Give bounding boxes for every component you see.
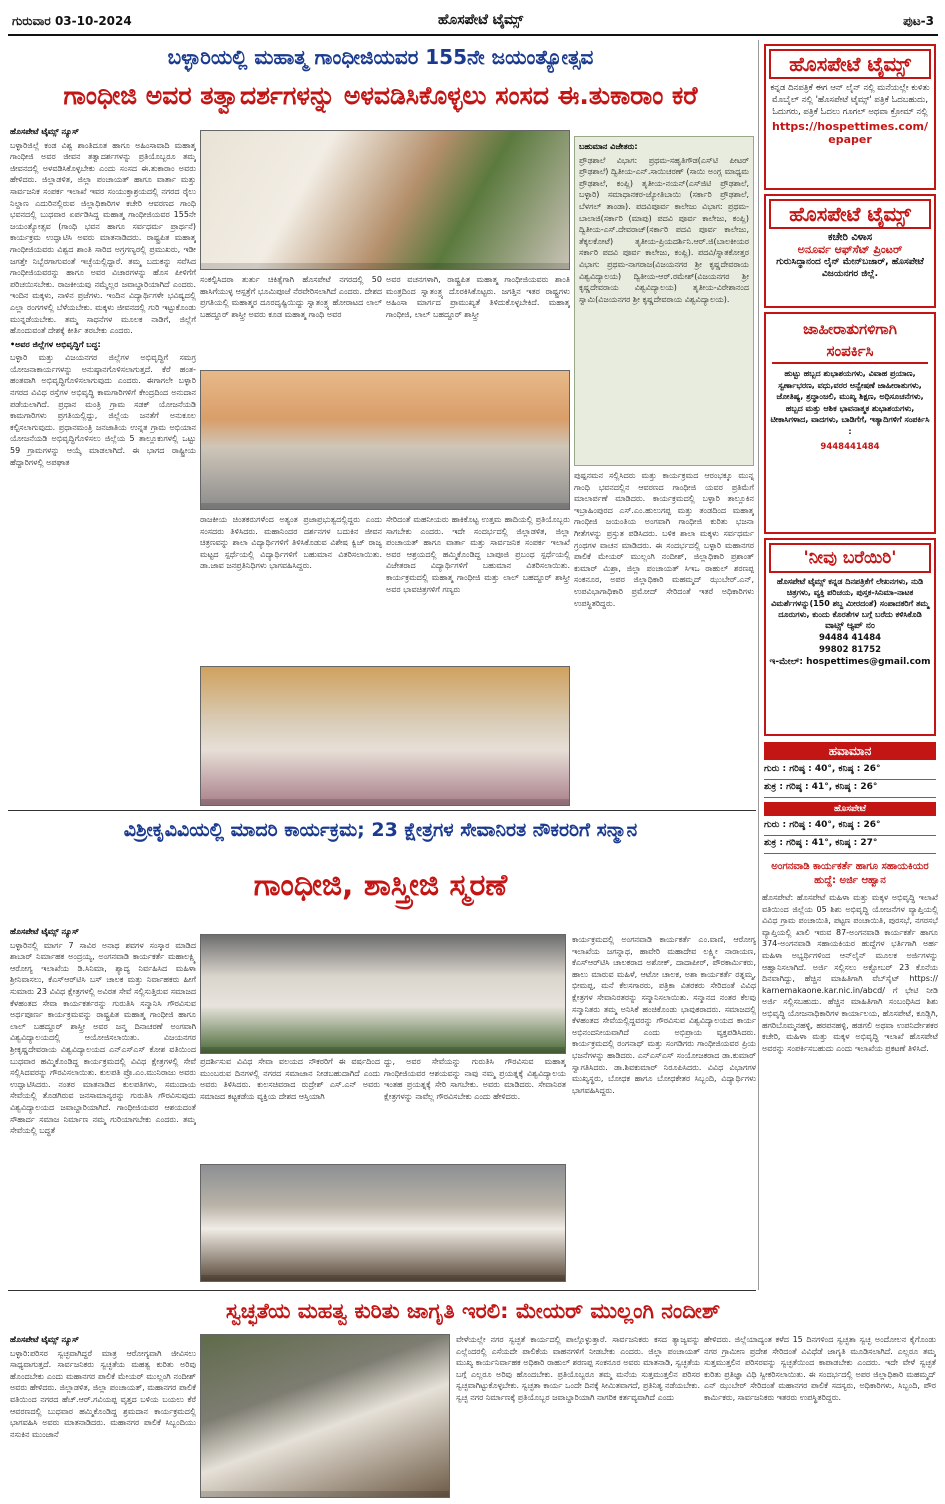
article1-mid-right: ಸೇರಿದಂತೆ ಮಹನೀಯರು ಹಾಕಿಕೊಟ್ಟ ಉತ್ತಮ ಹಾದಿಯಲ್ಲಿ ಪ್ರತಿಯೊಬ್ಬರು ಸಾಗಬೇಕು ಎಂದರು. ಇದೇ ಸಂದರ್ಭದಲ್ಲಿ ಜಿಲ್ಲಾಡಳಿತ, ಜಿಲ್ಲಾ ಪಂಚಾಯತ್ ಹಾಗೂ ವಾರ್ತಾ ಮತ್ತು ಸಾರ್ವಜನಿಕ ಸಂಪರ್ಕ ಇಲಾಖೆ ಅವರ ಆಶ್ರಯದಲ್ಲಿ ಹಮ್ಮಿಕೊಂಡಿದ್ದ ಬಾಪೂಜಿ ಪ್ರಬಂಧ ಸ್ಪರ್ಧೆಯಲ್ಲಿ ವಿಜೇತರಾದ ವಿದ್ಯಾರ್ಥಿಗಳಿಗೆ ಬಹುಮಾನ ವಿತರಿಸಲಾಯಿತು. ಕಾರ್ಯಕ್ರಮದಲ್ಲಿ ಮಹಾತ್ಮ ಗಾಂಧೀಜಿ ಮತ್ತು ಲಾಲ್ ಬಹದ್ದೂರ್ ಶಾಸ್ತ್ರೀ ಅವರ ಭಾವಚಿತ್ರಗಳಿಗೆ ಗಣ್ಯರು	[386, 515, 570, 594]
whatsapp-phone-2[interactable]: 99802 81752	[818, 645, 882, 655]
office-printer: ಅನೂರ್ವ ಆಫ್‌ಸೆಟ್ ಪ್ರಿಂಟರ್	[797, 243, 903, 256]
article1-photo-ceremony	[200, 130, 570, 270]
article1-right-lower: ಪುಷ್ಪನಮನ ಸಲ್ಲಿಸಿದರು ಮತ್ತು ಕಾರ್ಯಕ್ರಮದ ಆರಂಭಕ್ಕೂ ಮುನ್ನ ಗಾಂಧಿ ಭವನದಲ್ಲಿನ ಆವರಣದ ಗಾಂಧೀಜಿ ಯವರ ಪ್ರತಿಮೆಗೆ ಮಾಲಾರ್ಪಣೆ ಮಾಡಿದರು. ಕಾರ್ಯಕ್ರಮದಲ್ಲಿ ಬಳ್ಳಾರಿ ತಾಲ್ಲೂಕಿನ ಇಬ್ರಾಹಿಂಪುರದ ಎಸ್.ಎಂ.ಹುಲುಗಪ್ಪ ಮತ್ತು ತಂಡದಿಂದ ಮಹಾತ್ಮ ಗಾಂಧೀಜಿ ಜಯಂತಿಯ ಅಂಗವಾಗಿ ಗಾಂಧೀಜಿ ಕುರಿತು ಭಜನಾ ಗೀತೆಗಳನ್ನು ಪ್ರಸ್ತುತ ಪಡಿಸಿದರು. ಬಳಿಕ ಶಾಲಾ ಮಕ್ಕಳು ಸರ್ವಧರ್ಮ ಗ್ರಂಥಗಳ ವಾಚನ ಮಾಡಿದರು. ಈ ಸಂದರ್ಭದಲ್ಲಿ ಬಳ್ಳಾರಿ ಮಹಾನಗರ ಪಾಲಿಕೆ ಮೇಯರ್ ಮುಲ್ಲಂಗಿ ನಂದೀಶ್, ಜಿಲ್ಲಾಧಿಕಾರಿ ಪ್ರಶಾಂತ್ ಕುಮಾರ್ ಮಿಶ್ರಾ, ಜಿಲ್ಲಾ ಪಂಚಾಯತ್ ಸಿಇಒ ರಾಹುಲ್ ಶರಣಪ್ಪ ಸಂಕನೂರ, ಅಪರ ಜಿಲ್ಲಾಧಿಕಾರಿ ಮಹಮ್ಮದ್ ಝುಬೇರ್.ಎನ್, ಉಪವಿಭಾಗಾಧಿಕಾರಿ ಪ್ರಮೋದ್ ಸೇರಿದಂತೆ ಇತರೆ ಅಧಿಕಾರಿಗಳು ಉಪಸ್ಥಿತರಿದ್ದರು.	[574, 471, 754, 608]
divider	[8, 810, 756, 811]
article1-caption-a: ಸಂಕಲ್ಪಿಸಿದರಾ ತುರ್ತು ಚಿಕಿತ್ಸೆಗಾಗಿ ಹೊಸಪೇಟೆ ನಗರದಲ್ಲಿ 50 ಹಾಸಿಗೆಯುಳ್ಳ ಆಸ್ಪತ್ರೆಗೆ ಭೂಮಿಪೂಜೆ ನೆರವೇರಿಸಲಾಗಿದೆ ಎಂದರು. ದೇಶದ ಪ್ರಗತಿಯಲ್ಲಿ ಮಹಾತ್ಮರ ದೂರದೃಷ್ಟಿಯಿದ್ದು ಸ್ವಾತಂತ್ರ್ಯ ಹೋರಾಟದ ಲಾಲ್ ಬಹದ್ದೂರ್ ಶಾಸ್ತ್ರೀ ಅವರು ಕೂಡ ಮಹಾತ್ಮ ಗಾಂಧಿ ಅವರ	[200, 275, 382, 319]
masthead-date: ಗುರುವಾರ 03-10-2024	[12, 14, 132, 28]
promo-text: ಕನ್ನಡ ದಿನಪತ್ರಿಕೆ ಈಗ ಆನ್ ಲೈನ್ ನಲ್ಲಿ ಮನೆಯಲ್ಲೇ ಕುಳಿತು ಮೊಬೈಲ್ ನಲ್ಲಿ 'ಹೊಸಪೇಟೆ ಟೈಮ್ಸ್' ಪತ್ರಿಕೆ ಓದಬಹುದು, ಓದುಗರು, ಪತ್ರಿಕೆ ಓದಲು ಗೂಗಲ್ ಅಥವಾ ಕ್ರೋಮ್ ನಲ್ಲಿ	[770, 83, 930, 117]
article1-col1-text: ಬಳ್ಳಾರಿಜಿಲ್ಲೆ ಕಂಡ ವಿಶ್ವ ಶಾಂತಿದೂತ ಹಾಗೂ ಅಹಿಂಸಾವಾದಿ ಮಹಾತ್ಮ ಗಾಂಧೀಜಿ ಅವರ ಜೀವನ ತತ್ವಾದರ್ಶಗಳನ್ನು ಪ್ರತಿಯೊಬ್ಬರೂ ತಮ್ಮ ಜೀವನದಲ್ಲಿ ಅಳವಡಿಸಿಕೊಳ್ಳಬೇಕು ಎಂದು ಸಂಸದ ಈ.ತುಕಾರಾಂ ಅವರು ಹೇಳಿದರು. ಜಿಲ್ಲಾಡಳಿತ, ಜಿಲ್ಲಾ ಪಂಚಾಯತ್ ಹಾಗೂ ವಾರ್ತಾ ಮತ್ತು ಸಾರ್ವಜನಿಕ ಸಂಪರ್ಕ ಇಲಾಖೆ ಇವರ ಸಂಯುಕ್ತಾಶ್ರಯದಲ್ಲಿ ನಗರದ ರೈಲು ನಿಲ್ದಾಣ ಎದುರಿನಲ್ಲಿರುವ ಜಿಲ್ಲಾಧಿಕಾರಿಗಳ ಕಚೇರಿ ಆವರಣದ ಗಾಂಧಿ ಭವನದಲ್ಲಿ ಬುಧವಾರ ಏರ್ಪಡಿಸಿದ್ದ ಮಹಾತ್ಮ ಗಾಂಧೀಜಿಯವರ 155ನೇ ಜಯಂತ್ಯೋತ್ಸವ (ಗಾಂಧಿ ಭವನ ಹಾಗೂ ಸರ್ವಧರ್ಮ ಪ್ರಾರ್ಥನೆ) ಕಾರ್ಯಕ್ರಮ ಉದ್ಘಾಟಿಸಿ ಅವರು ಮಾತನಾಡಿದರು. ರಾಷ್ಟ್ರಪಿತ ಮಹಾತ್ಮ ಗಾಂಧೀಜಿಯವರು ವಿಶ್ವದ ಶಾಂತಿ ಸಾರಿದ ಅಗ್ರಗಣ್ಯರಲ್ಲಿ ಪ್ರಮುಖರು, ಇಡೀ ಜಗತ್ತೇ ನಿಬ್ಬೆರಗಾಗುವಂತೆ ಇಚ್ಛೆಯಲ್ಲಿದ್ದಾರೆ. ತಮ್ಮ ಬದುಕನ್ನು ಸವೆಸಿದ ಗಾಂಧೀಜಿಯವರನ್ನು ಹಾಗೂ ಅವರ ವಿಚಾರಗಳನ್ನು ಹೊಸ ಪೀಳಿಗೆಗೆ ಪರಿಚಯಿಸಬೇಕು. ರಾಜಕೀಯವು ನಮ್ಮೆಲ್ಲರ ಜವಾಬ್ದಾರಿಯಾಗಿದೆ ಎಂದರು. ಇಂದಿನ ಮಕ್ಕಳು, ನಾಳಿನ ಪ್ರಜೆಗಳು. ಇಂದಿನ ವಿದ್ಯಾರ್ಥಿಗಳೇ ಭವಿಷ್ಯದಲ್ಲಿ ಎಲ್ಲಾ ರಂಗಗಳಲ್ಲಿ ಬೆಳೆಯಬೇಕು. ಮಕ್ಕಳು ಜೀವನದಲ್ಲಿ ಗುರಿ ಇಟ್ಟುಕೊಂಡು ಮುನ್ನಡೆಯಬೇಕು. ತಮ್ಮ ಸಾಧನೆಗಳ ಮೂಲಕ ನಾಡಿಗೆ, ಜಿಲ್ಲೆಗೆ ಹೊಂದುವಂತೆ ದೇಶಕ್ಕೆ ಕೀರ್ತಿ ತರಬೇಕು ಎಂದರು.	[10, 140, 196, 336]
article3-col1	[10, 1334, 196, 1500]
masthead-paper-name: ಹೊಸಪೇಟೆ ಟೈಮ್ಸ್	[438, 12, 524, 28]
write-text: ಹೊಸಪೇಟೆ ಟೈಮ್ಸ್ ಕನ್ನಡ ದಿನಪತ್ರಿಕೆಗೆ ಲೇಖನಗಳು, ನುಡಿ ಚಿತ್ರಗಳು, ವ್ಯಕ್ತಿ ಪರಿಚಯ, ಪುಸ್ತಕ-ಸಿನಿಮಾ-ನಾಟಕ ವಿಮರ್ಶೆಗಳನ್ನು(150 ಶಬ್ದ ಮೀರದಂತೆ) ಸಂಪಾದಕರಿಗೆ ತಮ್ಮ ದೂರುಗಳು, ಕುಂದು ಕೊರತೆಗಳ ಬಗ್ಗೆ ಬರೆದು ಕಳಿಸಿಕೊಡಿ	[771, 577, 929, 619]
article2-photo-group	[200, 934, 566, 1054]
epaper-link[interactable]: https://hospettimes.com/epaper	[772, 120, 928, 146]
weather-row: ಶುಕ್ರ : ಗರಿಷ್ಠ : 41°, ಕನಿಷ್ಠ : 26°	[764, 782, 936, 798]
article1-col1	[10, 126, 196, 806]
article1-subhead: •ಅವರ ಜಿಲ್ಲೆಗಳ ಅಭಿವೃದ್ಧಿಗೆ ಬದ್ಧ:	[10, 339, 101, 349]
office-label: ಕಚೇರಿ ವಿಳಾಸ	[827, 232, 873, 243]
article1-byline: ಹೊಸಪೇಟೆ ಟೈಮ್ಸ್ ನ್ಯೂಸ್	[10, 127, 79, 136]
article2-mid-b: ದ್ದು, ಅವರ ಸೇವೆಯನ್ನು ಗುರುತಿಸಿ ಗೌರವಿಸುವ ಮಹಾತ್ಮ ಗಾಂಧೀಜಿಯವರ ಆಶಯವನ್ನು ನಾವು ನಮ್ಮ ಪ್ರಯತ್ನಕ್ಕೆ ವಿಶ್ವವಿದ್ಯಾಲಯ ಇಂತಹ ಪ್ರಯತ್ನಕ್ಕೆ ಸೇರಿ ಸಾಗಬೇಕು. ಅವರು ಮಾಡಿದರು. ಸೇವಾನಿರತ ಕ್ಷೇತ್ರಗಳನ್ನು ನಾವೆಲ್ಲ ಗೌರವಿಸಬೇಕು ಎಂದು ಹೇಳಿದರು.	[384, 1057, 566, 1101]
write-title: 'ನೀವು ಬರೆಯಿರಿ'	[769, 543, 931, 573]
article1-kicker: ಬಳ್ಳಾರಿಯಲ್ಲಿ ಮಹಾತ್ಮ ಗಾಂಧೀಜಿಯವರ 155ನೇ ಜಯಂತ್ಯೋತ್ಸವ	[167, 45, 594, 69]
article1-col1b-text: ಬಳ್ಳಾರಿ ಮತ್ತು ವಿಜಯನಗರ ಜಿಲ್ಲೆಗಳ ಅಭಿವೃದ್ಧಿಗೆ ಸಮಗ್ರ ಯೋಜನಾಕಾರ್ಯಗಳನ್ನು ಅನುಷ್ಠಾನಗೊಳಿಸಲಾಗುತ್ತದೆ. ಕೆರೆ ಹಂತ-ಹಂತವಾಗಿ ಅಭಿವೃದ್ಧಿಗೊಳಿಸಲಾಗುವುದು ಎಂದರು. ಈಗಾಗಲೇ ಬಳ್ಳಾರಿ ನಗರದ ವಿವಿಧ ರಸ್ತೆಗಳ ಅಭಿವೃದ್ಧಿ ಕಾಮಗಾರಿಗಳಿಗೆ ಕೇಂದ್ರದಿಂದ ಅನುದಾನ ಪಡೆಯಲಾಗಿದೆ. ಪ್ರಧಾನ ಮಂತ್ರಿ ಗ್ರಾಮ ಸಡಕ್ ಯೋಜನೆಯಡಿ ಕಾಮಗಾರಿಗಳು ಪ್ರಗತಿಯಲ್ಲಿದ್ದು, ಜಿಲ್ಲೆಯ ಜನತೆಗೆ ಅನುಕೂಲ ಕಲ್ಪಿಸಲಾಗುವುದು. ಪ್ರಧಾನಮಂತ್ರಿ ಜನಜಾತಿಯ ಉನ್ನತ ಗ್ರಾಮ ಅಭಿಯಾನ ಯೋಜನೆಯಡಿ ಅಭಿವೃದ್ಧಿಗೊಳಿಸಲು ಜಿಲ್ಲೆಯ 5 ತಾಲ್ಲೂಕುಗಳಲ್ಲಿ ಒಟ್ಟು 59 ಗ್ರಾಮಗಳನ್ನು ಆಯ್ಕೆ ಮಾಡಲಾಗಿದೆ. ಈ ಭಾಗದ ರಾಷ್ಟ್ರೀಯ ಹೆದ್ದಾರಿಗಳಲ್ಲಿ ಅಪಘಾತ	[10, 353, 196, 467]
weather-city-2: ಹೊಸಪೇಟೆ	[764, 802, 936, 816]
whatsapp-label: ವಾಟ್ಸ್ ಆ್ಯಪ್ ನಂ	[825, 621, 875, 631]
ads-text: ಹುಟ್ಟು ಹಬ್ಬದ ಶುಭಾಶಯಗಳು, ವಿವಾಹ ಪ್ರಯಾಣ, ಸ್ವರ್ಣಾಭರಣ, ವಧು,ವರರ ಅನ್ವೇಷಣೆ ಜಾಹೀರಾತುಗಳು, ಜೋತಿಷ್ಯ, ಶ್ರದ್ಧಾಂಜಲಿ, ಮುಖ್ಯ ಶಿಕ್ಷಣ, ಅಧಿಸೂಚನೆಗಳು, ಹಬ್ಬದ ಮತ್ತು ಆಶಿಕ ಭಾವನಾತ್ಮಕ ಶುಭಾಶಯಗಳು, ಟೀಕಾಸಿಗಳಾದ, ವಾದಗಳು, ಬಾಡಿಗೆಗೆ, ಇತ್ಯಾದಿಗಳಿಗೆ ಸಂಪರ್ಕಿಸಿ :	[770, 369, 930, 436]
article3-col3: ಹೇಳಿದರು. ಜಿಲ್ಲೆಯಾದ್ಯಂತ ಕಳೆದ 15 ದಿನಗಳಿಂದ ಸ್ವಚ್ಛತಾ ಸ್ವಚ್ಛ ಅಂದೋಲನ ಕೈಗೊಂಡು ನಗರ ಗ್ರಾಮೀಣ ಪ್ರದೇಶ ಸೇರಿದಂತೆ ವಿವಿಧೆಡೆ ಜಾಗೃತಿ ಮೂಡಿಸಲಾಗಿದೆ. ಎಲ್ಲರೂ ತಮ್ಮ ಸುತ್ತಮುತ್ತಲಿನ ಪರಿಸರವನ್ನು ಸ್ವಚ್ಛತೆಯಿಂದ ಕಾಪಾಡಬೇಕು ಎಂದರು. ಇದೇ ವೇಳೆ ಸ್ವಚ್ಛತೆ ಕುರಿತು ಪ್ರತಿಜ್ಞಾ ವಿಧಿ ಸ್ವೀಕರಿಸಲಾಯಿತು. ಈ ಸಂದರ್ಭದಲ್ಲಿ ಅಪರ ಜಿಲ್ಲಾಧಿಕಾರಿ ಮಹಮ್ಮದ್ ಎನ್ ಝುಬೇರ್ ಸೇರಿದಂತೆ ಮಹಾನಗರ ಪಾಲಿಕೆ ಸದಸ್ಯರು, ಅಧಿಕಾರಿಗಳು, ಸಿಬ್ಬಂದಿ, ಪೌರ ಕಾರ್ಮಿಕರು, ಸಾರ್ವಜನಿಕರು ಇತರರು ಉಪಸ್ಥಿತರಿದ್ದರು.	[704, 1335, 936, 1402]
office-address: ಗುರುಸಿದ್ಧಾನಂದ ಲೈನ್ ಮೇನ್‌ಬಜಾರ್, ಹೊಸಪೇಟೆ ವಿಜಯನಗರ ಜಿಲ್ಲೆ.	[776, 257, 924, 279]
winners-box-text	[579, 141, 749, 461]
write-to-us-box	[764, 538, 936, 736]
article2-col1-text: ಬಳ್ಳಾರಿನಲ್ಲಿ ಮಾರ್ಗ 7 ಸಾವಿರ ಅನಾಥ ಶವಗಳ ಸಂಸ್ಕಾರ ಮಾಡಿದ ಶಾಬಾರ್ ನಿರ್ಮಾಹಕ ಅಂದ್ರಯ್ಯ, ಅಂಗನವಾಡಿ ಕಾರ್ಯಕರ್ತೆ ಮಹಾಲಕ್ಷ್ಮಿ ಆರೋಗ್ಯ ಇಲಾಖೆಯ ಡಿ.ಸಿನಿಮಾ, ಶ್ಯಾದ್ಯ ನಿರ್ವಹಿಸಿದ ಮಹಿಳಾ ಶ್ರೀನಿವಾಸಲು, ಕೆಎಸ್‌ಆರ್‌ಟಿಸಿ ಬಸ್ ಚಾಲಕ ಮತ್ತು ನಿರ್ವಾಹಕರು ಹೀಗೆ ಸುಮಾರು 23 ವಿವಿಧ ಕ್ಷೇತ್ರಗಳಲ್ಲಿ ಅವಿರತ ಸೇವೆ ಸಲ್ಲಿಸುತ್ತಿರುವ ಸಮಾಜದ ಕೆಳಹಂತದ ಸೇವಾ ಕಾರ್ಯಕರ್ತರನ್ನು ಗುರುತಿಸಿ ಸನ್ಮಾನಿಸಿ ಗೌರವಿಸುವ ಅರ್ಥಪೂರ್ಣ ಕಾರ್ಯಕ್ರಮವನ್ನು ರಾಷ್ಟ್ರಪಿತ ಮಹಾತ್ಮ ಗಾಂಧೀಜಿ ಹಾಗೂ ಲಾಲ್ ಬಹದ್ದೂರ್ ಶಾಸ್ತ್ರೀ ಅವರ ಜನ್ಮ ದಿನಾಚರಣೆ ಅಂಗವಾಗಿ ವಿಶ್ವವಿದ್ಯಾಲಯದಲ್ಲಿ ಆಯೋಜಿಸಲಾಯಿತು. ವಿಜಯನಗರ ಶ್ರೀಕೃಷ್ಣದೇವರಾಯ ವಿಶ್ವವಿದ್ಯಾಲಯದ ಎನ್‌ಎಸ್‌ಎಸ್ ಕೋಶ ವತಿಯಿಂದ ಬುಧವಾರ ಹಮ್ಮಿಕೊಂಡಿದ್ದ ಕಾರ್ಯಕ್ರಮದಲ್ಲಿ ವಿವಿಧ ಕ್ಷೇತ್ರಗಳಲ್ಲಿ ಸೇವೆ ಸಲ್ಲಿಸಿದವರನ್ನು ಗೌರವಿಸಲಾಯಿತು. ಕುಲಪತಿ ಪ್ರೊ.ಎಂ.ಮುನಿರಾಜು ಅವರು ಉದ್ಘಾಟಿಸಿದರು. ನಂತರ ಮಾತನಾಡಿದ ಕುಲಪತಿಗಳು, ಸಮುದಾಯ ಸೇವೆಯಲ್ಲಿ ತೊಡಗಿರುವ ಜನಸಾಮಾನ್ಯರನ್ನು ಗುರುತಿಸಿ ಗೌರವಿಸುವುದು ವಿಶ್ವವಿದ್ಯಾಲಯದ ಜವಾಬ್ದಾರಿಯಾಗಿದೆ. ಗಾಂಧೀಜಿಯವರ ಆಶಯದಂತೆ ಸೌಹಾರ್ದ ಸಮಾಜ ನಿರ್ಮಾಣ ನಮ್ಮ ಗುರಿಯಾಗಬೇಕು ಎಂದರು. ತಮ್ಮ ಸೇವೆಯಲ್ಲಿ ಬದ್ಧತೆ	[10, 940, 196, 1136]
article2-mid-a: ಪ್ರದರ್ಶಿಸುವ ವಿವಿಧ ಸೇವಾ ವಲಯದ ನೌಕರರಿಗೆ ಈ ವರ್ಷದಿಂದ ಮುಂಬರುವ ದಿನಗಳಲ್ಲಿ ನಗರದ ಸಮಾಜಾನ ನೀಡಬಹುದಾಗಿದೆ ಎಂದು ಅವರು ತಿಳಿಸಿದರು. ಕುಲಸಚಿವರಾದ ರುದ್ರೇಶ್ ಎಸ್.ಎನ್ ಅವರು ಸಮಾಜದ ಕಟ್ಟಕಡೆಯ ವ್ಯಕ್ತಿಯ ದೇಶದ ಆಸ್ತಿಯಾಗಿ	[200, 1057, 380, 1101]
anganwadi-title: ಅಂಗನವಾಡಿ ಕಾರ್ಯಕರ್ತೆ ಹಾಗೂ ಸಹಾಯಕಿಯರ ಹುದ್ದೆ: ಅರ್ಜಿ ಆಹ್ವಾನ	[771, 861, 929, 886]
anganwadi-body: ಹೊಸಪೇಟೆ: ಹೊಸಪೇಟೆ ಮಹಿಳಾ ಮತ್ತು ಮಕ್ಕಳ ಅಭಿವೃದ್ಧಿ ಇಲಾಖೆ ವತಿಯಿಂದ ಜಿಲ್ಲೆಯ 05 ಶಿಶು ಅಭಿವೃದ್ಧಿ ಯೋಜನೆಗಳ ವ್ಯಾಪ್ತಿಯಲ್ಲಿ ವಿವಿಧ ಗ್ರಾಮ ಪಂಚಾಯಿತಿ, ಪಟ್ಟಣ ಪಂಚಾಯಿತಿ, ಪುರಸಭೆ, ನಗರಸಭೆ ವ್ಯಾಪ್ತಿಯಲ್ಲಿ ಖಾಲಿ ಇರುವ 87-ಅಂಗನವಾಡಿ ಕಾರ್ಯಕರ್ತೆ ಹಾಗೂ 374-ಅಂಗನವಾಡಿ ಸಹಾಯಕಿಯರ ಹುದ್ದೆಗಳ ಭರ್ತಿಗಾಗಿ ಅರ್ಹ ಮಹಿಳಾ ಅಭ್ಯರ್ಥಿಗಳಿಂದ ಆನ್‌ಲೈನ್ ಮೂಲಕ ಅರ್ಜಿಗಳನ್ನು ಆಹ್ವಾನಿಸಲಾಗಿದೆ. ಅರ್ಜಿ ಸಲ್ಲಿಸಲು ಅಕ್ಟೋಬರ್ 23 ಕೊನೆಯ ದಿನವಾಗಿದ್ದು, ಹೆಚ್ಚಿನ ಮಾಹಿತಿಗಾಗಿ ವೆಬ್‌ಸೈಟ್ https:// karnemakaone.kar.nic.in/abcd/ ಗೆ ಭೇಟಿ ನೀಡಿ ಅರ್ಜಿ ಸಲ್ಲಿಸಬಹುದು. ಹೆಚ್ಚಿನ ಮಾಹಿತಿಗಾಗಿ ಸಂಬಂಧಿಸಿದ ಶಿಶು ಅಭಿವೃದ್ಧಿ ಯೋಜನಾಧಿಕಾರಿಗಳ ಕಾರ್ಯಾಲಯ, ಹೊಸಪೇಟೆ, ಕೂಡ್ಲಿಗಿ, ಹಗರಿಬೊಮ್ಮನಹಳ್ಳಿ, ಹರಪನಹಳ್ಳಿ, ಹಡಗಲಿ ಅಥವಾ ಉಪನಿರ್ದೇಶಕರ ಕಚೇರಿ, ಮಹಿಳಾ ಮತ್ತು ಮಕ್ಕಳ ಅಭಿವೃದ್ಧಿ ಇಲಾಖೆ ಹೊಸಪೇಟೆ ಅವರನ್ನು ಸಂಪರ್ಕಿಸಬಹುದು ಎಂದು ಇಲಾಖೆಯ ಪ್ರಕಟಣೆ ತಿಳಿಸಿದೆ.	[762, 893, 938, 1053]
winners-title: ಬಹುಮಾನ ವಿಜೇತರು:	[579, 142, 638, 151]
ads-title-1: ಜಾಹೀರಾತುಗಳಿಗಾಗಿ	[803, 320, 897, 338]
contact-email[interactable]: ಇ-ಮೇಲ್: hospettimes@gmail.com	[769, 657, 931, 667]
masthead	[8, 6, 938, 36]
article3-headline: ಸ್ವಚ್ಛತೆಯ ಮಹತ್ವ ಕುರಿತು ಜಾಗೃತಿ ಇರಲಿ: ಮೇಯರ್ ಮುಲ್ಲಂಗಿ ನಂದೀಶ್	[225, 1299, 721, 1323]
weather-row: ಗುರು : ಗರಿಷ್ಠ : 40°, ಕನಿಷ್ಠ : 26°	[764, 764, 936, 780]
weather-row: ಗುರು : ಗರಿಷ್ಠ : 40°, ಕನಿಷ್ಠ : 26°	[764, 820, 936, 836]
weather-row: ಶುಕ್ರ : ಗರಿಷ್ಠ : 41°, ಕನಿಷ್ಠ : 27°	[764, 838, 936, 854]
sidebar-divider	[758, 40, 759, 1290]
article2-col1	[10, 926, 196, 1320]
article3-col1-text: ಬಳ್ಳಾರಿ:ಪರಿಸರ ಸ್ವಚ್ಛವಾಗಿದ್ದರೆ ಮಾತ್ರ ಆರೋಗ್ಯವಾಗಿ ಜೀವಿಸಲು ಸಾಧ್ಯವಾಗುತ್ತದೆ. ಸಾರ್ವಜನಿಕರು ಸ್ವಚ್ಛತೆಯ ಮಹತ್ವ ಕುರಿತು ಅರಿವು ಹೊಂದಬೇಕು ಎಂದು ಮಹಾನಗರ ಪಾಲಿಕೆ ಮೇಯರ್ ಮುಲ್ಲಂಗಿ ನಂದೀಶ್ ಅವರು ಹೇಳಿದರು. ಜಿಲ್ಲಾಡಳಿತ, ಜಿಲ್ಲಾ ಪಂಚಾಯತ್, ಮಹಾನಗರ ಪಾಲಿಕೆ ವತಿಯಿಂದ ನಗರದ ಹೆಚ್.ಆರ್.ಗವಿಯಪ್ಪ ವೃತ್ತದ ಬಳಿಯ ಬಯಲು ಕೆರೆ ಆವರಣದಲ್ಲಿ ಬುಧವಾರ ಹಮ್ಮಿಕೊಂಡಿದ್ದ ಶ್ರಮದಾನ ಕಾರ್ಯಕ್ರಮದಲ್ಲಿ ಭಾಗವಹಿಸಿ ಅವರು ಮಾತನಾಡಿದರು. ಮಹಾನಗರ ಪಾಲಿಕೆ ಸಿಬ್ಬಂದಿಯು ನಸುಕಿನ ಮುಂಜಾನೆ	[10, 1348, 196, 1439]
article1-headline: ಗಾಂಧೀಜಿ ಅವರ ತತ್ವಾದರ್ಶಗಳನ್ನು ಅಳವಡಿಸಿಕೊಳ್ಳಲು ಸಂಸದ ಈ.ತುಕಾರಾಂ ಕರೆ	[63, 81, 698, 110]
article2-photo-honorees	[200, 1164, 566, 1282]
winners-list: ಪ್ರೌಢಶಾಲೆ ವಿಭಾಗ: ಪ್ರಥಮ-ಸಹೃತಿಗೌಡ(ಎಸ್‌ಟಿ ಪೀಟರ್ ಪ್ರೌಢಶಾಲೆ) ದ್ವಿತೀಯ-ಎನ್.ಸಾಯಿಚರಣ್ (ಸಾಯಿ ಅಂಗ್ಲ ಮಾಧ್ಯಮ ಪ್ರೌಢಶಾಲೆ, ಕಂಪ್ಲಿ) ತೃತೀಯ-ನಯನ್(ಎಸ್‌ಜಿಟಿ ಪ್ರೌಢಶಾಲೆ, ಬಳ್ಳಾರಿ) ಸಮಾಧಾನಕರ-ಜ್ಯೋತಿಬಾಯಿ (ಸರ್ಕಾರಿ ಪ್ರೌಢಶಾಲೆ, ಬೆಳಗಲ್ ತಾಂಡಾ). ಪದವಿಪೂರ್ವ ಕಾಲೇಜು ವಿಭಾಗ: ಪ್ರಥಮ-ಬಾಲಾಜಿ(ಸರ್ಕಾರಿ (ಮಾಪು) ಪದವಿ ಪೂರ್ವ ಕಾಲೇಜು, ಕಂಪ್ಲಿ) ದ್ವಿತೀಯ-ಎಸ್.ದೇವರಾಜ್(ಸರ್ಕಾರಿ ಪದವಿ ಪೂರ್ವ ಕಾಲೇಜು, ತೆಕ್ಕಲಕೋಟೆ) ತೃತೀಯ-ಪ್ರಿಯದರ್ಶಿನಿ.ಆರ್.ಜಿ(ಬಾಲಕೀಯರ ಸರ್ಕಾರಿ ಪದವಿ ಪೂರ್ವ ಕಾಲೇಜು, ಕಂಪ್ಲಿ). ಪದವಿ/ಸ್ನಾತಕೋತ್ತರ ವಿಭಾಗ: ಪ್ರಥಮ-ನಾಗರಾಜ(ವಿಜಯನಗರ ಶ್ರೀ ಕೃಷ್ಣದೇವರಾಯ ವಿಶ್ವವಿದ್ಯಾಲಯ) ದ್ವಿತೀಯ-ಆರ್.ರಮೇಶ್(ವಿಜಯನಗರ ಶ್ರೀ ಕೃಷ್ಣದೇವರಾಯ ವಿಶ್ವವಿದ್ಯಾಲಯ) ತೃತೀಯ-ವಿರೇಶಾನಂದ ಸ್ವಾಮಿ(ವಿಜಯನಗರ ಶ್ರೀ ಕೃಷ್ಣದೇವರಾಯ ವಿಶ್ವವಿದ್ಯಾಲಯ).	[579, 155, 749, 304]
divider	[8, 1290, 756, 1291]
winners-box	[574, 136, 754, 466]
ads-contact-box	[764, 312, 936, 534]
article3-byline: ಹೊಸಪೇಟೆ ಟೈಮ್ಸ್ ನ್ಯೂಸ್	[10, 1335, 79, 1344]
ads-title-2: ಸಂಪರ್ಕಿಸಿ	[772, 340, 928, 364]
office-address-box	[764, 194, 936, 308]
page-number: ಪುಟ-3	[903, 14, 934, 28]
article3-col2: ವೇಳೆಯಲ್ಲೇ ನಗರ ಸ್ವಚ್ಛತೆ ಕಾರ್ಯದಲ್ಲಿ ಪಾಲ್ಗೊಳ್ಳುತ್ತಾರೆ. ಸಾರ್ವಜನಿಕರು ಕಸದ ತ್ಯಾಜ್ಯವನ್ನು ಎಲ್ಲೆಂದರಲ್ಲಿ ಎಸೆಯದೇ ಪಾಲಿಕೆಯ ವಾಹನಗಳಿಗೆ ನೀಡಬೇಕು ಎಂದರು. ಜಿಲ್ಲಾ ಪಂಚಾಯತ್ ಮುಖ್ಯ ಕಾರ್ಯನಿರ್ವಾಹಕ ಅಧಿಕಾರಿ ರಾಹುಲ್ ಶರಣಪ್ಪ ಸಂಕನೂರ ಅವರು ಮಾತನಾಡಿ, ಸ್ವಚ್ಛತೆಯ ಬಗ್ಗೆ ಎಲ್ಲರೂ ಅರಿವು ಹೊಂದಬೇಕು. ಪ್ರತಿಯೊಬ್ಬರೂ ತಮ್ಮ ಮನೆಯ ಸುತ್ತಮುತ್ತಲಿನ ಪರಿಸರ ಸ್ವಚ್ಛವಾಗಿಟ್ಟುಕೊಳ್ಳಬೇಕು. ಸ್ವಚ್ಛತಾ ಕಾರ್ಯ ಒಂದೇ ದಿನಕ್ಕೆ ಸೀಮಿತವಾಗದೆ, ಪ್ರತಿನಿತ್ಯ ನಡೆಯಬೇಕು. ಸ್ವಚ್ಛ ನಗರ ನಿರ್ಮಾಣಕ್ಕೆ ಪ್ರತಿಯೊಬ್ಬರ ಜವಾಬ್ದಾರಿಯಾಗಿ ನಾಗರಿಕ ಕರ್ತವ್ಯವಾಗಿದೆ ಎಂದು	[456, 1335, 700, 1402]
article1-mid-left: ರಾಜಕೀಯ ಚಿಂತಕರುಗಳೆಂದ ಅತ್ಯಂತ ಪ್ರಜಾಪ್ರಭುತ್ವದಲ್ಲಿದ್ದರು ಎಂದು ಸಂಸದರು ತಿಳಿಸಿದರು. ಮಹಾನಿಂದರ ದರ್ಶನಗಳ ಬದುಕಿನ ಜೀವನ ಚಿತ್ರಣವನ್ನು ಶಾಲಾ ವಿದ್ಯಾರ್ಥಿಗಳಿಗೆ ತಿಳಿಸಿಕೊಡುವ ವಿಶೇಷ ಕ್ವಿಜ್ ರಾಜ್ಯ ಮಟ್ಟದ ಸ್ಪರ್ಧೆಯಲ್ಲಿ ವಿದ್ಯಾರ್ಥಿಗಳಿಗೆ ಬಹುಮಾನ ವಿತರಿಸಲಾಯಿತು. ಡಾ.ಜಾವ ಜನಪ್ರತಿನಿಧಿಗಳು ಭಾಗವಹಿಸಿದ್ದರು.	[200, 515, 382, 571]
article1-caption-b: ಅವರ ವಚನಗಳಾಗಿ, ರಾಷ್ಟ್ರಪಿತ ಮಹಾತ್ಮ ಗಾಂಧೀಜಿಯವರು ಶಾಂತಿ ಮಂತ್ರದಿಂದ ಸ್ವಾತಂತ್ರ್ಯ ದೊರಕಿಸಿಕೊಟ್ಟರು. ಜಗತ್ತಿನ ಇತರ ರಾಷ್ಟ್ರಗಳು ಅಹಿಂಸಾ ಮಾರ್ಗದ ಪ್ರಾಮುಖ್ಯತೆ ತಿಳಿದುಕೊಳ್ಳಬೇಕಿದೆ. ಮಹಾತ್ಮ ಗಾಂಧೀಜಿ, ಲಾಲ್ ಬಹದ್ದೂರ್ ಶಾಸ್ತ್ರೀ	[386, 275, 570, 319]
office-title: ಹೊಸಪೇಟೆ ಟೈಮ್ಸ್	[769, 199, 931, 229]
article1-photo-pledge	[200, 370, 570, 510]
ads-phone[interactable]: 9448441484	[820, 442, 880, 452]
article1-photo-winners	[200, 666, 570, 806]
article2-kicker: ವಿಶ್ರೀಕೃವಿವಿಯಲ್ಲಿ ಮಾದರಿ ಕಾರ್ಯಕ್ರಮ; 23 ಕ್ಷೇತ್ರಗಳ ಸೇವಾನಿರತ ನೌಕರರಿಗೆ ಸನ್ಮಾನ	[123, 819, 638, 841]
epaper-promo-box	[764, 44, 936, 190]
weather-title: ಹವಾಮಾನ	[764, 742, 936, 760]
whatsapp-phone-1[interactable]: 94484 41484	[818, 633, 882, 643]
article3-photo-cleaning	[200, 1334, 450, 1498]
article2-byline: ಹೊಸಪೇಟೆ ಟೈಮ್ಸ್ ನ್ಯೂಸ್	[10, 927, 79, 936]
promo-title: ಹೊಸಪೇಟೆ ಟೈಮ್ಸ್	[769, 49, 931, 79]
article2-col3: ಕಾರ್ಯಕ್ರಮದಲ್ಲಿ ಅಂಗನವಾಡಿ ಕಾರ್ಯಕರ್ತೆ ಎಂ.ವಾಣಿ, ಆರೋಗ್ಯ ಇಲಾಖೆಯ ಜಗನ್ನಾಥ, ಹಾವೇರಿ ಮಹಾದೇವ ಲಕ್ಷ್ಮೀ ನಾರಾಯಣ, ಕೆಎಸ್‌ಆರ್‌ಟಿಸಿ ಚಾಲಕರಾದ ಅಶೋಕ್, ದಾದಾಪೀರ್, ಪೌರಕಾರ್ಮಿಕರು, ಹಾಲು ಮಾರುವ ಮಹಿಳೆ, ಆಟೋ ಚಾಲಕ, ಅಶಾ ಕಾರ್ಯಕರ್ತೆ ರತ್ನಮ್ಮ, ಭೀಮಪ್ಪ, ಮನೆ ಕೆಲಸಗಾರರು, ಪತ್ರಿಕಾ ವಿತರಕರು ಸೇರಿದಂತೆ ವಿವಿಧ ಕ್ಷೇತ್ರಗಳ ಸೇವಾನಿರತರನ್ನು ಸನ್ಮಾನಿಸಲಾಯಿತು. ಸನ್ಮಾನದ ನಂತರ ಕೆಲವು ಸನ್ಮಾನಿತರು ತಮ್ಮ ಅನಿಸಿಕೆ ಹಂಚಿಕೊಂಡು ಭಾವುಕರಾದರು. ಸಮಾಜದಲ್ಲಿ ಕೆಳಹಂತದ ಸೇವೆಯಲ್ಲಿದ್ದವರನ್ನು ಗೌರವಿಸುವ ವಿಶ್ವವಿದ್ಯಾಲಯದ ಕಾರ್ಯ ಅಭಿನಂದನೀಯವಾಗಿದೆ ಎಂದು ಅಭಿಪ್ರಾಯ ವ್ಯಕ್ತಪಡಿಸಿದರು. ಕಾರ್ಯಕ್ರಮದಲ್ಲಿ ರಂಗನಾಥ್ ಮತ್ತು ಸಂಗಡಿಗರು ಗಾಂಧೀಜಿಯವರ ಪ್ರಿಯ ಭಜನೆಗಳನ್ನು ಹಾಡಿದರು. ಎನ್‌ಎಸ್‌ಎಸ್ ಸಂಯೋಜಕರಾದ ಡಾ.ಕುಮಾರ್ ಸ್ವಾಗತಿಸಿದರು. ಡಾ.ಶಿವಕುಮಾರ್ ನಿರೂಪಿಸಿದರು. ವಿವಿಧ ವಿಭಾಗಗಳ ಮುಖ್ಯಸ್ಥರು, ಬೋಧಕ ಹಾಗೂ ಬೋಧಕೇತರ ಸಿಬ್ಬಂದಿ, ವಿದ್ಯಾರ್ಥಿಗಳು ಭಾಗವಹಿಸಿದ್ದರು.	[572, 935, 756, 1095]
article2-headline: ಗಾಂಧೀಜಿ, ಶಾಸ್ತ್ರೀಜಿ ಸ್ಮರಣೆ	[253, 868, 508, 903]
